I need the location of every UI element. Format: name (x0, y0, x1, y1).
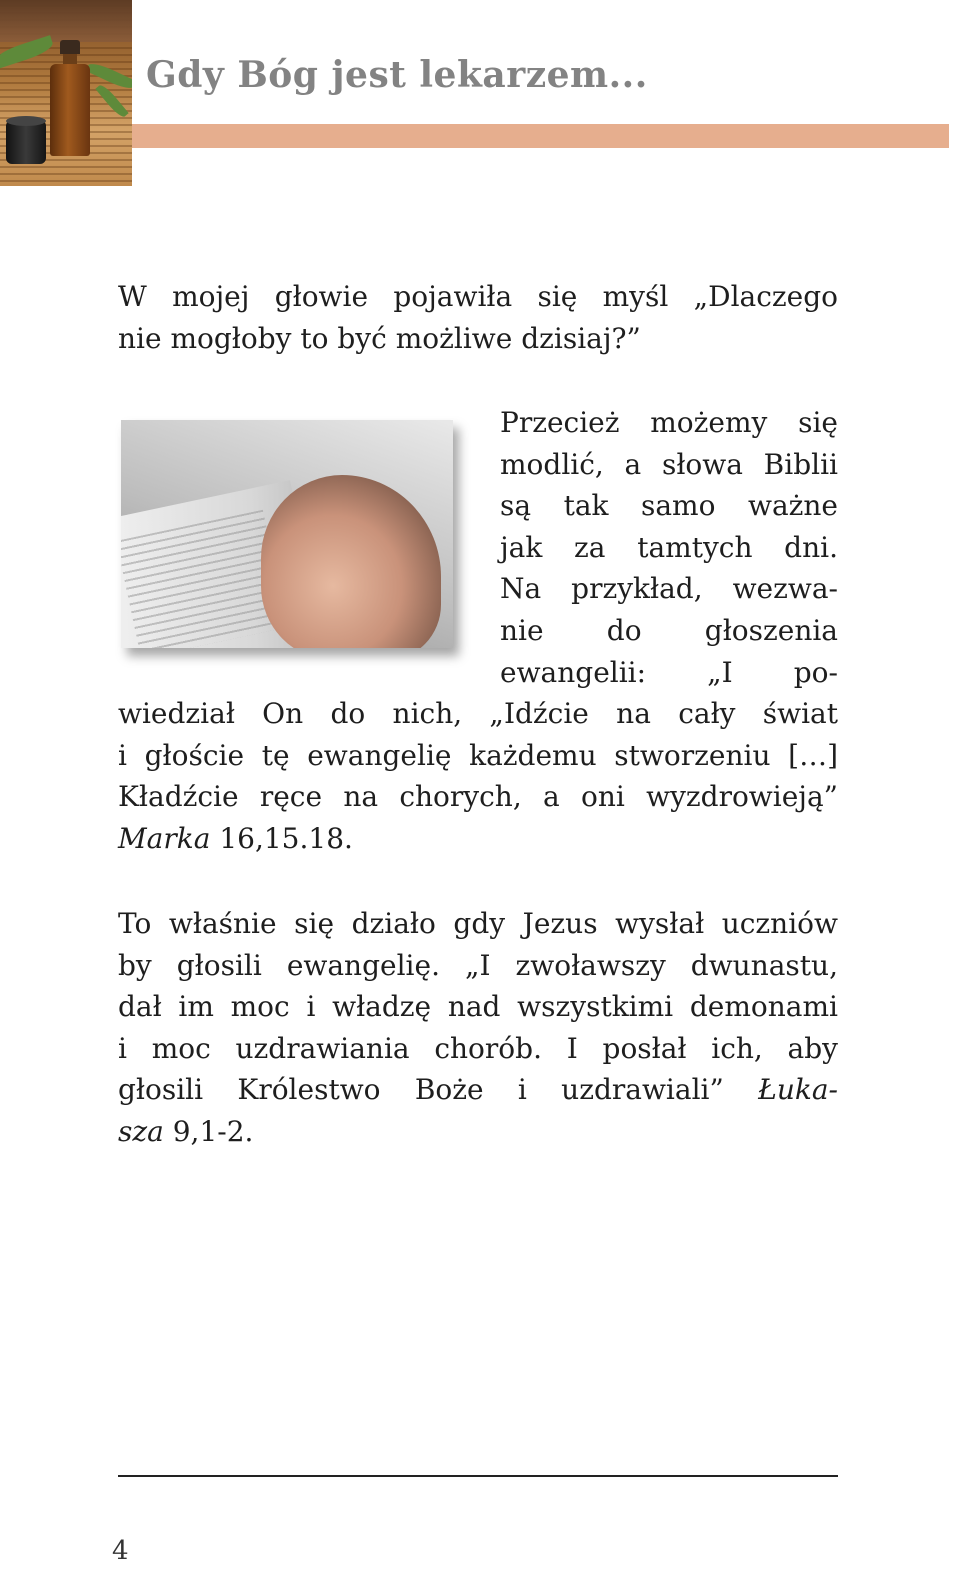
text-line: wiedział On do nich, „Idźcie na cały świat (118, 697, 838, 730)
jar-shape (6, 120, 46, 164)
jar-lid-shape (6, 116, 46, 126)
text-line: są tak samo ważne (500, 489, 838, 523)
text-line: i moc uzdrawiania chorób. I posłał ich, aby (118, 1031, 838, 1065)
leaf-shape (86, 60, 132, 92)
paragraph-disciples (118, 903, 838, 1153)
reference-book: Łuka- (758, 1073, 838, 1107)
text-fragment: głosili Królestwo Boże i uzdrawiali” (118, 1073, 759, 1107)
reference-verse: 9,1-2. (163, 1114, 254, 1148)
header-photo (0, 0, 132, 186)
oil-bottle (50, 40, 90, 156)
text-line (118, 1069, 838, 1111)
leaf-shape (95, 82, 128, 119)
page-title: Gdy Bóg jest lekarzem... (146, 54, 648, 96)
text-line: modlić, a słowa Biblii (500, 447, 838, 481)
reference-book: sza (118, 1114, 164, 1148)
text-line: Kładźcie ręce na chorych, a oni wyzdrowieją” (118, 780, 838, 814)
praying-hands-photo (121, 420, 453, 648)
scripture-reference (118, 1111, 838, 1153)
text-line: To właśnie się działo gdy Jezus wysłał uczniów (118, 907, 838, 940)
scripture-reference (118, 818, 838, 860)
paragraph-intro (118, 276, 838, 359)
text-line: jak za tamtych dni. (500, 530, 838, 564)
text-line: W mojej głowie pojawiła się myśl „Dlaczego (118, 280, 838, 313)
page-number: 4 (112, 1536, 129, 1566)
text-line: i głoście tę ewangelię każdemu stworzeniu […] (118, 738, 838, 772)
text-line: Przecież możemy się (500, 406, 838, 439)
reference-book: Marka (118, 821, 211, 855)
text-line: ewangelii: „I po- (500, 655, 838, 689)
text-line: by głosili ewangelię. „I zwoławszy dwunastu, (118, 948, 838, 982)
title-accent-bar (132, 124, 949, 148)
text-line: nie do głoszenia (500, 613, 838, 647)
text-line: Na przykład, wezwa- (500, 572, 838, 606)
text-line: dał im moc i władzę nad wszystkimi demonami (118, 990, 838, 1024)
paragraph-scripture (118, 693, 838, 859)
paragraph-wrapped (500, 402, 838, 693)
towel-shape (0, 0, 132, 42)
text-line: nie mogłoby to być możliwe dzisiaj?” (118, 321, 641, 355)
praying-hands-shape (261, 475, 441, 648)
reference-verse: 16,15.18. (210, 821, 353, 855)
footer-rule (118, 1475, 838, 1477)
